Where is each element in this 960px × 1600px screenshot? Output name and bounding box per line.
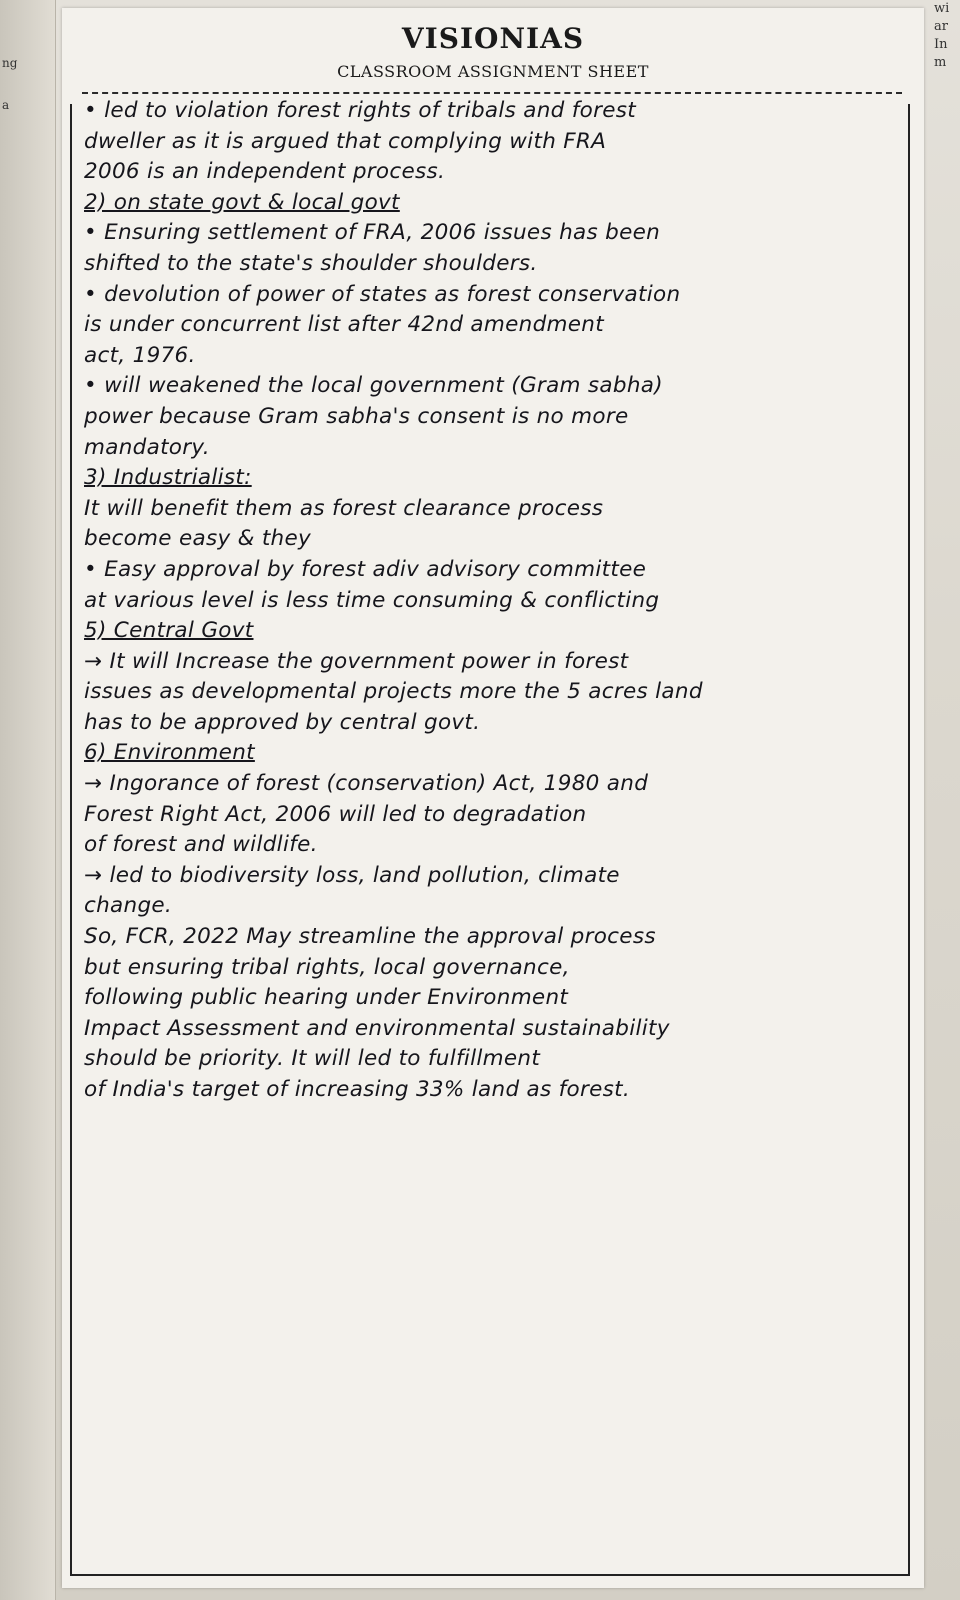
note-line: at various level is less time consuming & conflicting <box>84 587 660 613</box>
note-line: • will weakened the local government (Gram sabha) <box>84 373 663 399</box>
note-line: 2006 is an independent process. <box>84 159 446 185</box>
handwritten-notes <box>84 96 899 1106</box>
note-line: following public hearing under Environment <box>84 985 569 1011</box>
section-heading: 5) Central Govt <box>84 618 254 644</box>
section-heading: 3) Industrialist: <box>84 465 252 491</box>
note-line: Impact Assessment and environmental sustainability <box>84 1015 670 1041</box>
note-line: has to be approved by central govt. <box>84 709 481 735</box>
note-line: → It will Increase the government power in forest <box>84 648 629 674</box>
note-line: power because Gram sabha's consent is no more <box>84 403 629 429</box>
note-line: issues as developmental projects more the 5 acres land <box>84 679 703 705</box>
brand-title: VISIONIAS <box>401 22 585 55</box>
note-line: • Ensuring settlement of FRA, 2006 issues has been <box>84 220 661 246</box>
note-line: • led to violation forest rights of tribals and forest <box>84 98 636 123</box>
note-line: So, FCR, 2022 May streamline the approval process <box>84 924 656 950</box>
margin-fragment: wi <box>934 1 950 16</box>
note-line: dweller as it is argued that complying with FRA <box>84 128 607 154</box>
section-heading: 2) on state govt & local govt <box>84 189 400 215</box>
note-line: mandatory. <box>84 434 210 460</box>
section-heading: 6) Environment <box>84 740 255 766</box>
note-line: should be priority. It will led to fulfillment <box>84 1046 541 1072</box>
note-line: • Easy approval by forest adiv advisory committee <box>84 556 647 582</box>
dashed-divider <box>82 92 902 94</box>
note-line: Forest Right Act, 2006 will led to degradation <box>84 801 587 827</box>
margin-fragment: a <box>2 98 10 112</box>
margin-fragment: ar <box>934 19 948 34</box>
note-line: It will benefit them as forest clearance process <box>84 495 604 521</box>
note-line: become easy & they <box>84 526 312 552</box>
margin-fragment: ng <box>2 56 18 70</box>
assignment-sheet <box>62 8 924 1588</box>
margin-fragment: m <box>934 55 947 70</box>
note-line: • devolution of power of states as forest conservation <box>84 281 681 307</box>
note-line: of forest and wildlife. <box>84 832 318 858</box>
note-line: → Ingorance of forest (conservation) Act, 1980 and <box>84 771 649 797</box>
note-line: of India's target of increasing 33% land as forest. <box>84 1077 630 1102</box>
note-line: but ensuring tribal rights, local governance, <box>84 954 570 980</box>
adjacent-page-right <box>930 0 960 90</box>
note-line: is under concurrent list after 42nd amendment <box>84 312 604 338</box>
note-line: → led to biodiversity loss, land pollution, climate <box>84 862 620 888</box>
sheet-subtitle: CLASSROOM ASSIGNMENT SHEET <box>337 62 649 81</box>
note-line: act, 1976. <box>84 342 196 368</box>
adjacent-page-left <box>0 0 56 1600</box>
note-line: shifted to the state's shoulder shoulders. <box>84 250 538 276</box>
margin-fragment: In <box>934 37 948 52</box>
note-line: change. <box>84 893 173 919</box>
